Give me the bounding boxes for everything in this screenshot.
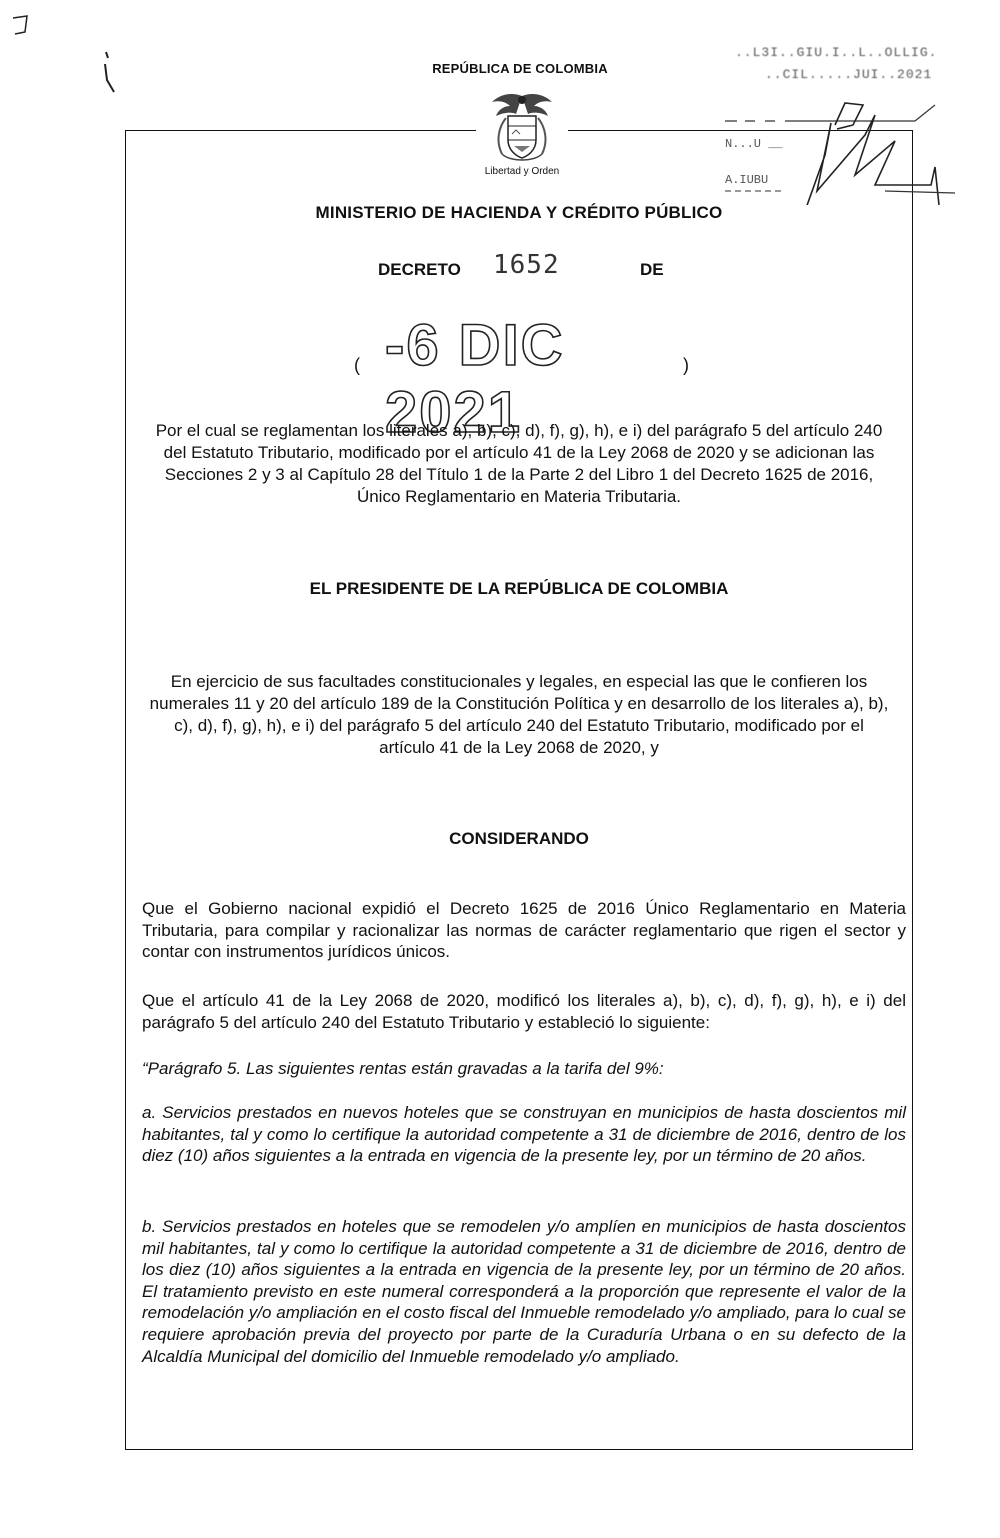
handwritten-signature: [725, 95, 965, 205]
quoted-paragraph-heading: “Parágrafo 5. Las siguientes rentas están gravadas a la tarifa del 9%:: [142, 1059, 664, 1078]
corner-scribble-mark: [5, 10, 35, 40]
reception-stamp: [725, 45, 965, 205]
ministry-heading: MINISTERIO DE HACIENDA Y CRÉDITO PÚBLICO: [315, 203, 723, 222]
recital-paragraph: Que el Gobierno nacional expidió el Decreto 1625 de 2016 Único Reglamentario en Materia Tributaria, para compilar y racionalizar las normas de carácter reglamentario que rigen el sector y contar con instrumentos jurídicos únicos.: [142, 899, 906, 962]
date-open-paren: (: [354, 355, 360, 375]
decree-epigraph: Por el cual se reglamentan los literales a), b), c), d), f), g), h), e i) del parágrafo 5 del artículo 240 del Estatuto Tributario, modificado por el artículo 41 de la Ley 2068 de 2020 y se adicionan las Secciones 2 y 3 al Capítulo 28 del Título 1 de la Parte 2 del Libro 1 del Decreto 1625 de 2016, Único Reglamentario en Materia Tributaria.: [155, 421, 883, 506]
date-stamp: -6 DIC 2021: [385, 313, 565, 445]
date-close-paren: ): [683, 355, 689, 375]
stamp-line: A.IUBU: [725, 173, 769, 187]
powers-clause: En ejercicio de sus facultades constitucionales y legales, en especial las que le confieren los numerales 11 y 20 del artículo 189 de la Constitución Política y en desarrollo de los literales a), b), c), d), f), g), h), e i) del parágrafo 5 del artículo 240 del Estatuto Tributario, modificado por el artículo 41 de la Ley 2068 de 2020, y: [149, 672, 889, 757]
coat-of-arms-icon: [482, 88, 562, 168]
decree-label: DECRETO: [378, 260, 461, 279]
decree-de-label: DE: [640, 260, 664, 279]
decree-number: 1652: [493, 250, 560, 280]
quoted-literal-b: b. Servicios prestados en hoteles que se remodelen y/o amplíen en municipios de hasta doscientos mil habitantes, tal y como lo certifique la autoridad competente a 31 de diciembre de 2016, dentro de los diez (10) años siguientes a la entrada en vigencia de la presente ley, por un término de 20 años. El tratamiento previsto en este numeral corresponderá a la proporción que represente el valor de la remodelación y/o ampliación en el costo fiscal del Inmueble remodelado y/o ampliado, para lo cual se requiere aprobación previa del proyecto por parte de la Curaduría Urbana o en su defecto de la Alcaldía Municipal del domicilio del Inmueble remodelado y/o ampliado.: [142, 1217, 906, 1366]
considerando-heading: CONSIDERANDO: [449, 829, 589, 848]
recital-paragraph: Que el artículo 41 de la Ley 2068 de 2020, modificó los literales a), b), c), d), f), g), h), e i) del parágrafo 5 del artículo 240 del Estatuto Tributario y estableció lo siguiente:: [142, 991, 906, 1032]
margin-ink-mark: [100, 50, 120, 100]
country-heading: REPÚBLICA DE COLOMBIA: [432, 61, 608, 76]
stamp-line: ..CIL.....JUI..2021: [765, 67, 933, 82]
motto-text: Libertad y Orden: [484, 166, 560, 177]
president-heading: EL PRESIDENTE DE LA REPÚBLICA DE COLOMBIA: [309, 579, 729, 598]
stamp-line: ..L3I..GIU.I..L..OLLIG.: [735, 45, 938, 60]
stamp-line: N...U __: [725, 137, 783, 151]
coat-of-arms: [476, 88, 568, 184]
quoted-literal-a: a. Servicios prestados en nuevos hoteles que se construyan en municipios de hasta doscientos mil habitantes, tal y como lo certifique la autoridad competente a 31 de diciembre de 2016, dentro de los diez (10) años siguientes a la entrada en vigencia de la presente ley, por un término de 20 años.: [142, 1103, 906, 1166]
